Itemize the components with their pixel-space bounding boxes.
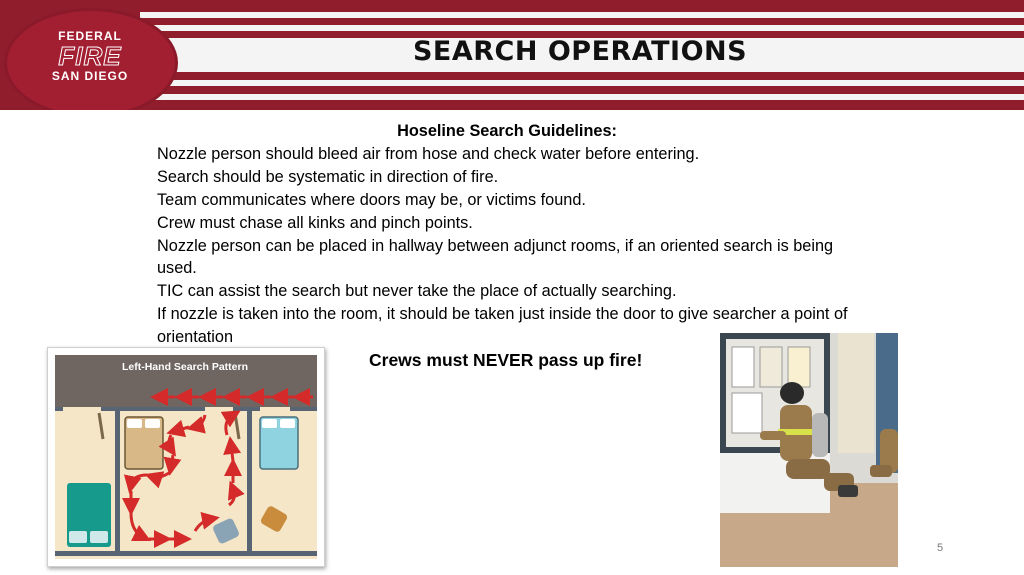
banner-stripe <box>140 25 1024 31</box>
guideline-line: Nozzle person should bleed air from hose and check water before entering. <box>157 144 700 163</box>
logo-line-1: FEDERAL <box>58 29 122 43</box>
guideline-line: If nozzle is taken into the room, it should be taken just inside the door to give searcher a point of orientation <box>157 305 848 347</box>
diagram-title: Left-Hand Search Pattern <box>121 361 249 373</box>
guideline-line: Team communicates where doors may be, or victims found. <box>157 190 586 209</box>
guidelines-text <box>157 120 857 349</box>
banner-stripe <box>140 80 1024 86</box>
banner-stripe <box>140 12 1024 18</box>
slide-title: SEARCH OPERATIONS <box>412 36 748 67</box>
firefighters-search-photo <box>720 333 898 567</box>
bed-icon <box>260 417 298 469</box>
bed-icon <box>125 417 163 469</box>
guideline-line: TIC can assist the search but never take the place of actually searching. <box>157 282 677 301</box>
search-pattern-diagram <box>47 347 325 567</box>
guideline-line: Crew must chase all kinks and pinch points. <box>157 213 473 232</box>
logo-lettering <box>50 30 130 82</box>
emphasis-text: Crews must NEVER pass up fire! <box>369 350 643 370</box>
header-banner <box>0 0 1024 110</box>
guidelines-heading: Hoseline Search Guidelines: <box>397 122 617 140</box>
logo-line-3: SAN DIEGO <box>51 69 129 83</box>
logo-line-2: FIRE <box>58 41 122 71</box>
banner-stripe <box>140 94 1024 100</box>
guideline-line: Search should be systematic in direction of fire. <box>157 167 499 186</box>
page-number: 5 <box>937 542 944 554</box>
bed-icon <box>67 483 111 547</box>
floorplan-illustration <box>55 355 317 559</box>
guideline-line: Nozzle person can be placed in hallway between adjunct rooms, if an oriented search is being used. <box>157 236 834 278</box>
